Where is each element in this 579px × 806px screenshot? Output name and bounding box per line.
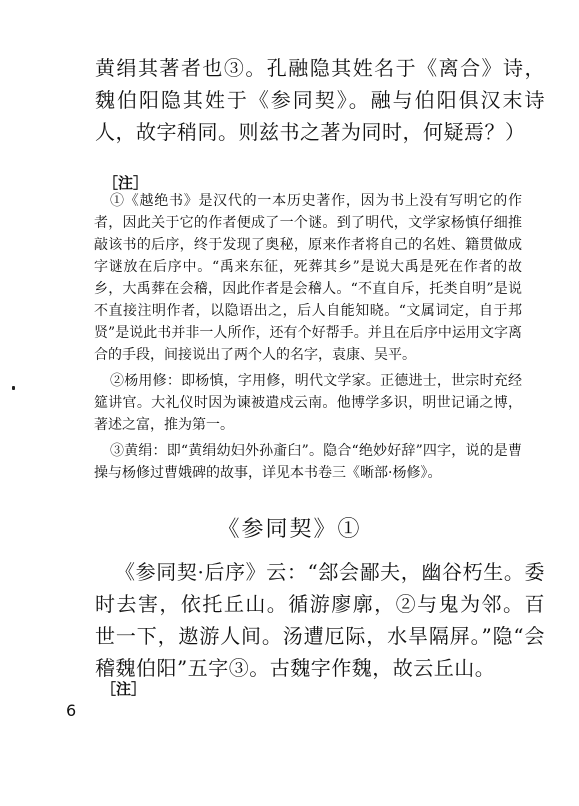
body-paragraph-2: 《参同契·后序》云：“郐会鄙夫，幽谷朽生。委时去害，依托丘山。循游廖廓，②与鬼为邻。百世一下，遨游人间。汤遭厄际，水旱隔屏。”隐“会稽魏伯阳”五字③。古魏字作魏，故云丘山。 [95, 560, 545, 680]
page-number: 6 [66, 701, 77, 720]
note-item-1: ①《越绝书》是汉代的一本历史著作，因为书上没有写明它的作者，因此关于它的作者便成了一个谜。到了明代，文学家杨慎仔细推敲该书的后序，终于发现了奥秘，原来作者将自己的名姓、籍贯做成字谜放在后序中。“禹来东征，死葬其乡”是说大禹是死在作者的故乡，大禹葬在会稽，因此作者是会稽人。“不直自斥，托类自明”是说不直接注明作者，以隐语出之，后人自能知晓。“文属词定，自于邦贤”是说此书并非一人所作，还有个好帮手。并且在后序中运用文字离合的手段，间接说出了两个人的名字，袁康、吴平。 [94, 193, 522, 363]
notes-heading-1: ［注］ [103, 174, 149, 192]
body-paragraph-1: 黄绢其著者也③。孔融隐其姓名于《离合》诗，魏伯阳隐其姓于《参同契》。融与伯阳俱汉末诗人，故字稍同。则兹书之著为同时，何疑焉？） [95, 56, 545, 144]
notes-block-1 [94, 190, 522, 488]
section-title: 《参同契》① [217, 517, 362, 542]
note-item-3: ③黄绢：即“黄绢幼妇外孙齑臼”。隐合“绝妙好辞”四字，说的是曹操与杨修过曹娥碑的故事，详见本书卷三《晰部·杨修》。 [94, 443, 522, 481]
notes-heading-2: ［注］ [101, 680, 147, 698]
note-item-2: ②杨用修：即杨慎，字用修，明代文学家。正德进士，世宗时充经筵讲官。大礼仪时因为谏被遣戍云南。他博学多识，明世记诵之博，著述之富，推为第一。 [94, 373, 522, 433]
scan-speck [12, 386, 15, 390]
